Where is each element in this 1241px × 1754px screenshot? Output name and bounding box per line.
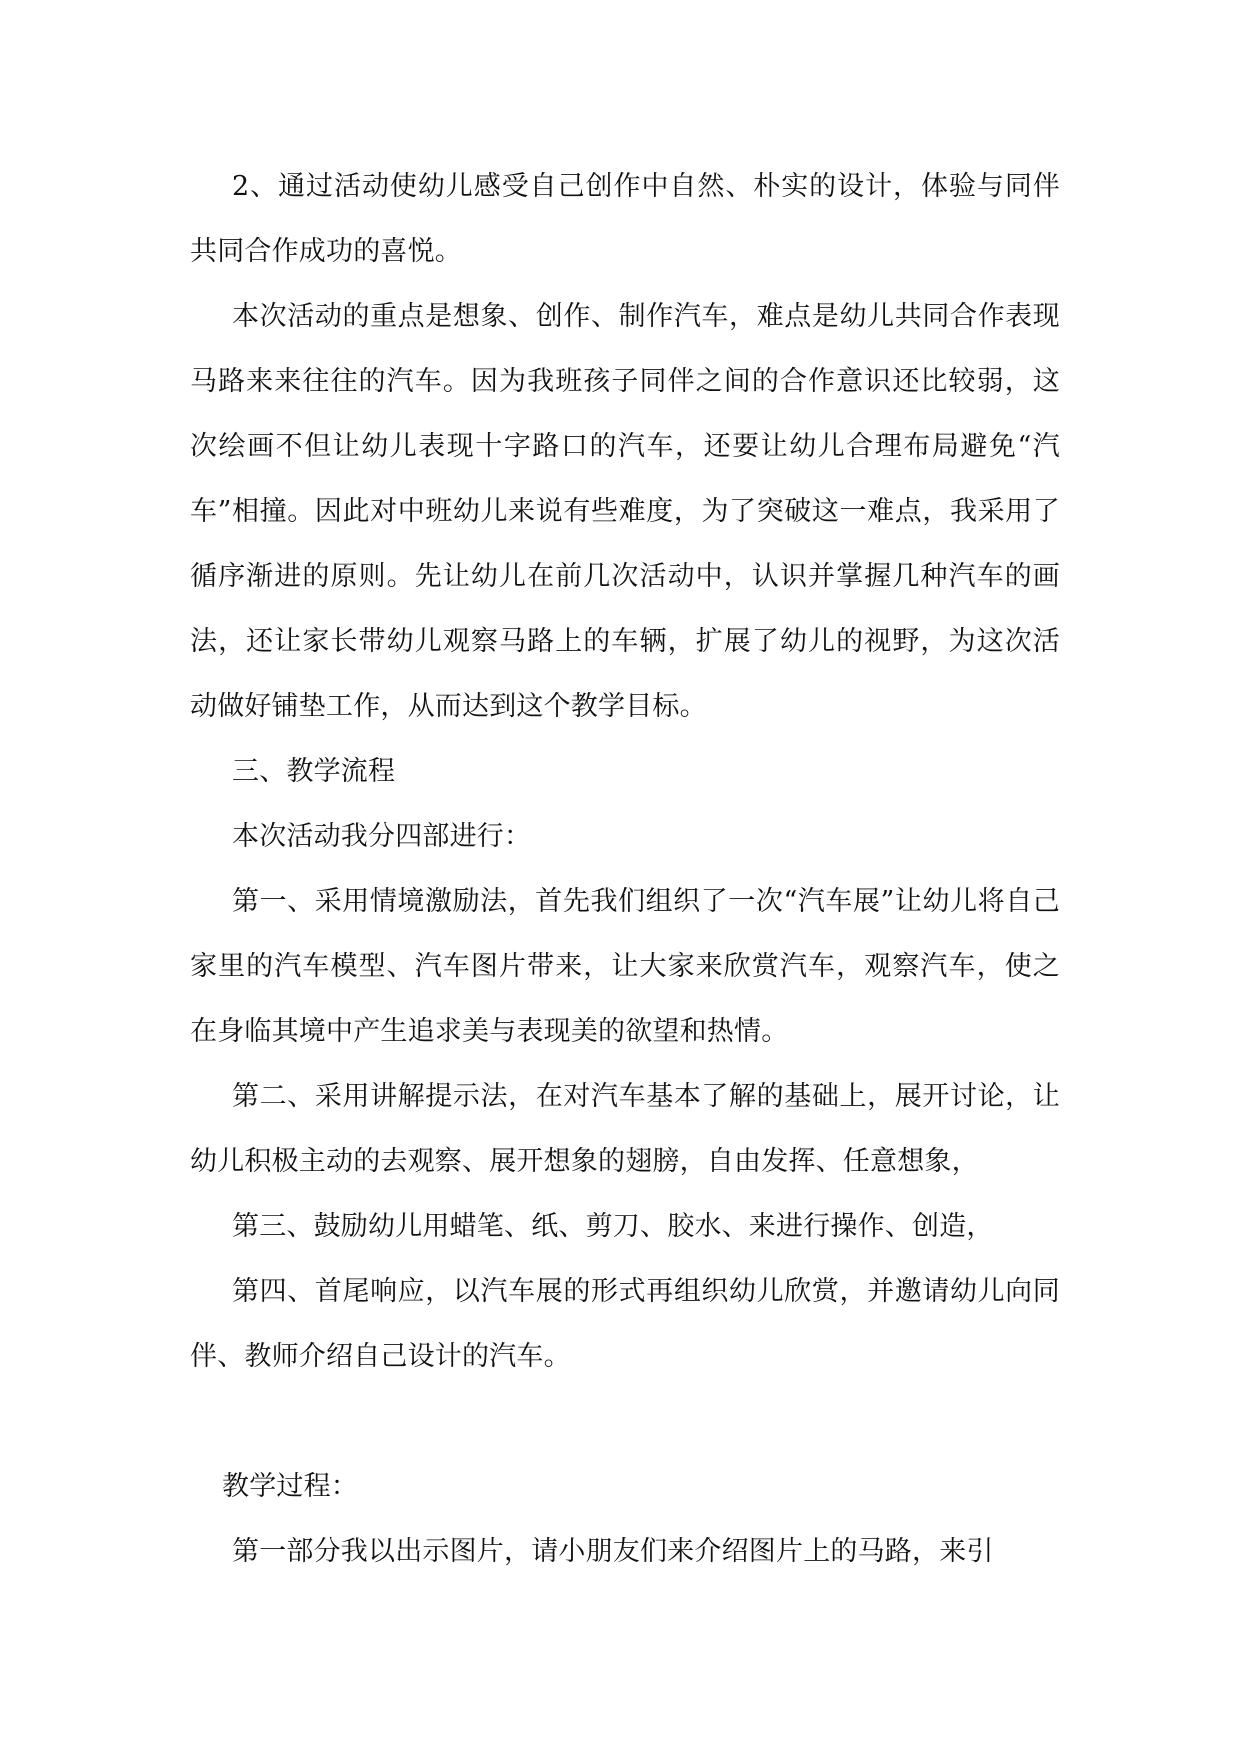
paragraph-key-points: 本次活动的重点是想象、创作、制作汽车，难点是幼儿共同合作表现马路来来往往的汽车。因为我班孩子同伴之间的合作意识还比较弱，这次绘画不但让幼儿表现十字路口的汽车，还要让幼儿合理布局避免“汽车”相撞。因此对中班幼儿来说有些难度，为了突破这一难点，我采用了循序渐进的原则。先让幼儿在前几次活动中，认识并掌握几种汽车的画法，还让家长带幼儿观察马路上的车辆，扩展了幼儿的视野，为这次活动做好铺垫工作，从而达到这个教学目标。 bbox=[190, 301, 1060, 722]
paragraph-gap bbox=[190, 1389, 1060, 1454]
paragraph-step-2: 第二、采用讲解提示法，在对汽车基本了解的基础上，展开讨论，让幼儿积极主动的去观察、展开想象的翅膀，自由发挥、任意想象， bbox=[190, 1081, 1060, 1177]
paragraph-part-1: 第一部分我以出示图片，请小朋友们来介绍图片上的马路，来引 bbox=[232, 1536, 994, 1567]
paragraph-step-1: 第一、采用情境激励法，首先我们组织了一次“汽车展”让幼儿将自己家里的汽车模型、汽车图片带来，让大家来欣赏汽车，观察汽车，使之在身临其境中产生追求美与表现美的欲望和热情。 bbox=[190, 886, 1060, 1047]
paragraph-four-parts: 本次活动我分四部进行： bbox=[232, 821, 532, 852]
paragraph-step-4: 第四、首尾响应，以汽车展的形式再组织幼儿欣赏，并邀请幼儿向同伴、教师介绍自己设计的汽车。 bbox=[190, 1276, 1060, 1372]
document-body bbox=[190, 154, 1060, 1584]
paragraph-goal-2: 2、通过活动使幼儿感受自己创作中自然、朴实的设计，体验与同伴共同合作成功的喜悦。 bbox=[190, 171, 1060, 267]
heading-teaching-steps: 教学过程： bbox=[222, 1471, 358, 1502]
heading-teaching-process: 三、教学流程 bbox=[232, 756, 396, 787]
paragraph-step-3: 第三、鼓励幼儿用蜡笔、纸、剪刀、胶水、来进行操作、创造， bbox=[232, 1211, 994, 1242]
